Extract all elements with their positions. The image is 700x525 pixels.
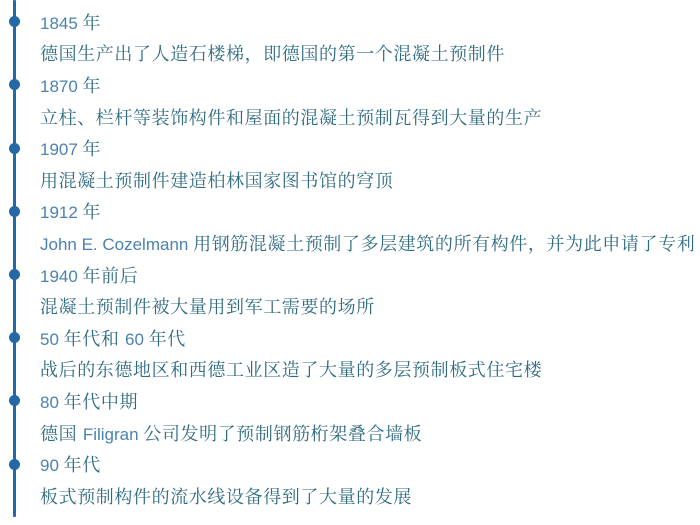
timeline-year-row (0, 196, 700, 228)
timeline-list (0, 6, 700, 512)
timeline-entry (0, 196, 700, 259)
timeline-description-label: John E. Cozelmann 用钢筋混凝土预制了多层建筑的所有构件，并为此申请了专利 (40, 233, 696, 254)
timeline-year-row (0, 385, 700, 417)
timeline-entry (0, 6, 700, 69)
timeline-description-label: 用混凝土预制件建造柏林国家图书馆的穹顶 (40, 170, 394, 191)
timeline-year-row (0, 132, 700, 164)
timeline-year-label: 1940 年前后 (40, 265, 139, 286)
timeline-year-label: 1907 年 (40, 139, 102, 160)
timeline-year-label: 1912 年 (40, 202, 102, 223)
timeline-description-row (0, 227, 700, 259)
timeline-description-row (0, 164, 700, 196)
timeline-entry (0, 322, 700, 385)
timeline-description-label: 战后的东德地区和西德工业区造了大量的多层预制板式住宅楼 (40, 360, 543, 381)
timeline-dot-icon (9, 269, 20, 280)
timeline-entry (0, 259, 700, 322)
timeline-dot-icon (9, 143, 20, 154)
timeline-description-row (0, 354, 700, 386)
timeline-year-row (0, 69, 700, 101)
timeline-description-label: 德国 Filigran 公司发明了预制钢筋桁架叠合墙板 (40, 423, 423, 444)
timeline-dot-icon (9, 459, 20, 470)
timeline-description-label: 德国生产出了人造石楼梯，即德国的第一个混凝土预制件 (40, 44, 505, 65)
timeline-year-label: 1845 年 (40, 12, 102, 33)
timeline-description-label: 立柱、栏杆等装饰构件和屋面的混凝土预制瓦得到大量的生产 (40, 107, 543, 128)
timeline-year-row (0, 6, 700, 38)
timeline-year-label: 1870 年 (40, 75, 102, 96)
timeline-entry (0, 132, 700, 195)
timeline-description-row (0, 38, 700, 70)
timeline-description-row (0, 417, 700, 449)
timeline-dot-icon (9, 79, 20, 90)
timeline-description-row (0, 480, 700, 512)
timeline-dot-icon (9, 206, 20, 217)
timeline-description-row (0, 101, 700, 133)
timeline-entry (0, 448, 700, 511)
timeline-entry (0, 69, 700, 132)
timeline-description-label: 混凝土预制件被大量用到军工需要的场所 (40, 297, 375, 318)
timeline-dot-icon (9, 16, 20, 27)
timeline-year-row (0, 259, 700, 291)
timeline-description-label: 板式预制构件的流水线设备得到了大量的发展 (40, 486, 412, 507)
timeline-dot-icon (9, 332, 20, 343)
timeline-year-row (0, 448, 700, 480)
timeline-year-label: 80 年代中期 (40, 391, 139, 412)
timeline-description-row (0, 290, 700, 322)
timeline-year-row (0, 322, 700, 354)
timeline-year-label: 90 年代 (40, 455, 101, 476)
timeline-entry (0, 385, 700, 448)
timeline-dot-icon (9, 395, 20, 406)
timeline-year-label: 50 年代和 60 年代 (40, 328, 186, 349)
